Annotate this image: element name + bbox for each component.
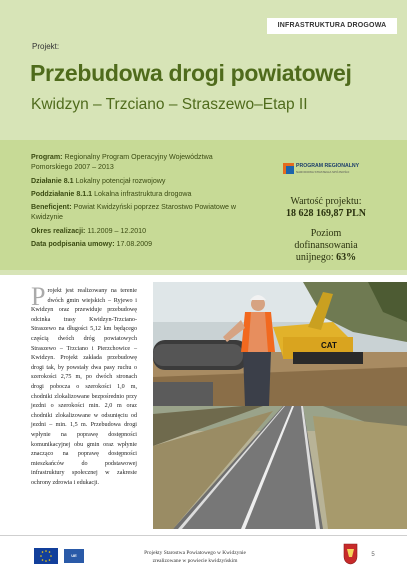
value-amount: 18 628 169,87 PLN xyxy=(286,208,366,219)
footer-line-1: Projekty Starostwa Powiatowego w Kwidzynie xyxy=(144,550,246,556)
eu-stars-icon xyxy=(34,548,58,564)
okres-label: Okres realizacji: xyxy=(31,226,86,235)
footer-divider xyxy=(0,535,407,536)
project-value-box xyxy=(256,196,396,264)
machine-brand: CAT xyxy=(321,341,337,350)
beneficjent-line xyxy=(31,202,246,223)
cofinance-label-3: unijnego: xyxy=(295,252,334,263)
poddzialanie-line xyxy=(31,189,246,199)
logo-mark-blue xyxy=(286,166,294,174)
page-number: 5 xyxy=(371,552,375,558)
project-label: Projekt: xyxy=(32,42,60,51)
footer-line-2: zrealizowane w powiecie kwidzyńskim xyxy=(152,557,238,564)
page-subtitle: Kwidzyn – Trzciano – Straszewo–Etap II xyxy=(31,96,308,113)
eu-flag-icon xyxy=(34,548,58,564)
poddzialanie-label: Poddziałanie 8.1.1 xyxy=(31,189,93,198)
program-value: Regionalny Program Operacyjny Województwa Pomorskiego 2007 – 2013 xyxy=(31,153,213,172)
construction-photo xyxy=(153,282,407,406)
cofinance-value: 63% xyxy=(336,252,357,263)
footer-text xyxy=(110,550,280,565)
data-line xyxy=(31,239,246,249)
program-regionalny-logo xyxy=(283,163,360,185)
value-label: Wartość projektu: xyxy=(290,196,362,207)
road-photo-image xyxy=(153,406,407,529)
powiat-crest-icon xyxy=(343,543,358,565)
data-value: 17.08.2009 xyxy=(116,240,153,249)
coat-of-arms-icon xyxy=(343,543,358,565)
page-title: Przebudowa drogi powiatowej xyxy=(30,60,352,86)
construction-photo-image xyxy=(153,282,407,406)
project-details xyxy=(31,152,246,252)
poddzialanie-value: Lokalna infrastruktura drogowa xyxy=(94,189,192,198)
eu-label: UE xyxy=(64,549,84,563)
dzialanie-label: Działanie 8.1 xyxy=(31,176,74,185)
beneficjent-value: Powiat Kwidzyński poprzez Starostwo Powiatowe w Kwidzynie xyxy=(31,203,237,222)
dzialanie-line xyxy=(31,176,246,186)
project-description xyxy=(31,282,137,488)
okres-value: 11.2009 – 12.2010 xyxy=(87,226,147,235)
road-photo xyxy=(153,406,407,529)
cofinance-label-1: Poziom xyxy=(310,228,342,239)
program-line xyxy=(31,152,246,173)
category-tag: INFRASTRUKTURA DROGOWA xyxy=(267,18,397,34)
data-label: Data podpisania umowy: xyxy=(31,240,115,249)
dropcap: P xyxy=(31,282,46,311)
okres-line xyxy=(31,226,246,236)
description-text: rojekt jest realizowany na terenie dwóch gmin wiejskich – Ryjewo i Kwidzyn oraz przewiduje przebudowę odcinka trasy Kwidzyn-Trzciano-Straszewo na długości 5,12 km będącego częścią dwóch dróg powiatowych Straszewo – Trzciano i Pierzchowice – Kwidzyn. Projekt zakłada przebudowę drogi tak, by powstały dwa pasy ruchu o szerokości 2,75 m, po dwóch stronach drogi pobocza o szerokości 1,0 m, chodniki zlokalizowane bezpośrednio przy jezdni o szerokości min. 2,0 m oraz chodniki zlokalizowane w odsunięciu od jezdni – min. 1,5 m. Przebudowa drogi wpłynie na poprawę dostępności komunikacyjnej obu gmin oraz wpłynie znacząco na poprawę dostępności mieszkańców do podstawowej infrastruktury społecznej w zakresie ochrony zdrowia i edukacji. xyxy=(31,288,137,486)
dzialanie-value: Lokalny potencjał rozwojowy xyxy=(75,176,166,185)
beneficjent-label: Beneficjent: xyxy=(31,203,72,212)
logo-subtitle: NARODOWA STRATEGIA SPÓJNOŚCI xyxy=(296,170,350,174)
cofinance-line xyxy=(256,252,396,264)
program-label: Program: xyxy=(31,153,63,161)
logo-title: PROGRAM REGIONALNY xyxy=(296,163,360,169)
cofinance-label-2: dofinansowania xyxy=(294,240,358,251)
